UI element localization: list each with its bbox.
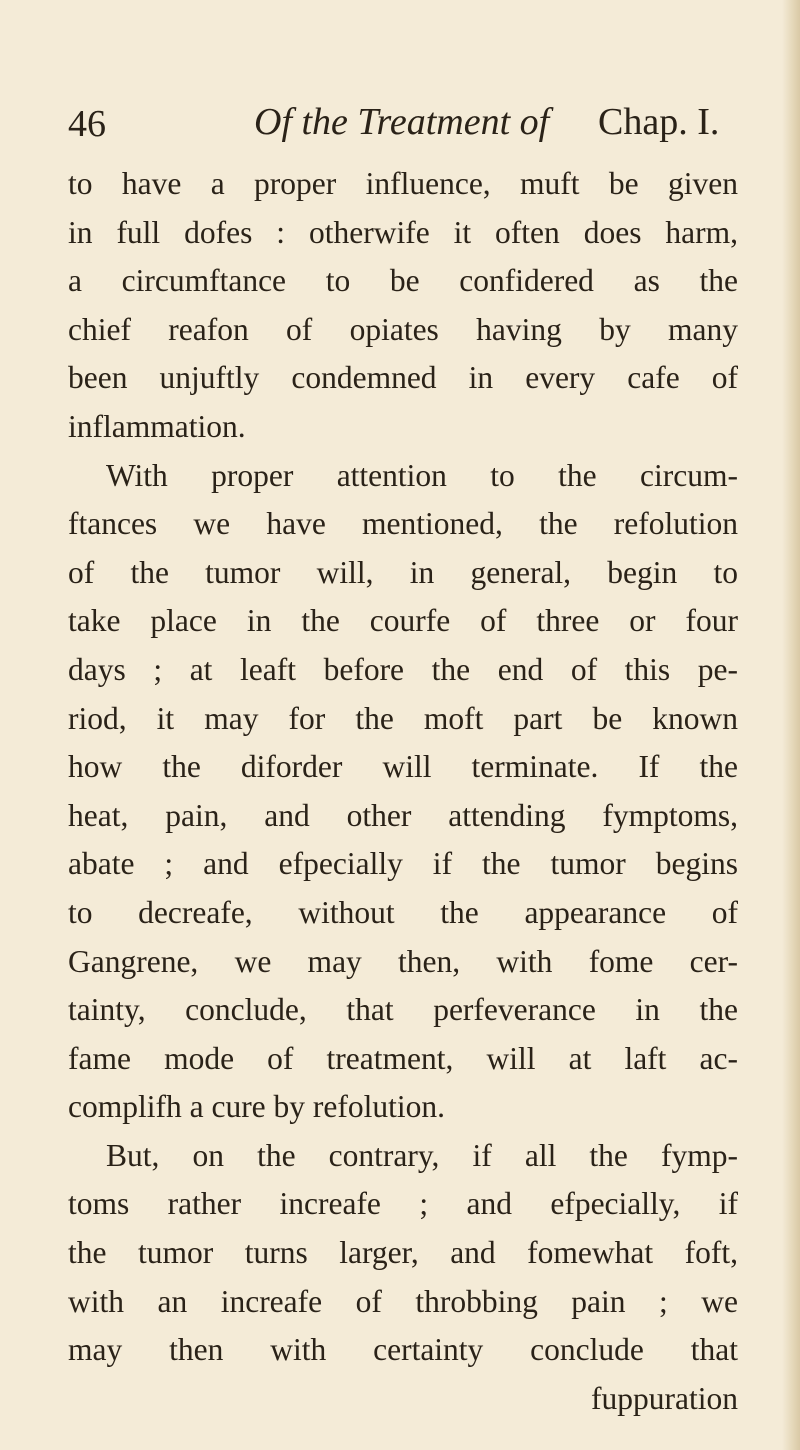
page-edge-shadow [782, 0, 800, 1450]
text-line: inflammation. [68, 408, 246, 444]
text-line: of the tumor will, in general, begin to [68, 554, 738, 590]
body-text [68, 160, 738, 1423]
text-line: complifh a cure by refolution. [68, 1089, 446, 1125]
text-line: abate ; and efpecially if the tumor begins [68, 846, 738, 882]
chapter-label: Chap. I. [598, 101, 720, 143]
catchword: fuppuration [591, 1380, 738, 1416]
text-line: with an increafe of throbbing pain ; we [68, 1283, 738, 1319]
text-line: riod, it may for the moft part be known [68, 700, 738, 736]
text-line: tainty, conclude, that perfeverance in the [68, 992, 738, 1028]
text-line: in full dofes : otherwife it often does harm, [68, 214, 738, 250]
text-line: fame mode of treatment, will at laft ac- [68, 1040, 738, 1076]
text-line: the tumor turns larger, and fomewhat foft, [68, 1235, 738, 1271]
text-line: may then with certainty conclude that [68, 1332, 738, 1368]
text-line: take place in the courfe of three or four [68, 603, 738, 639]
text-line: But, on the contrary, if all the fymp- [106, 1137, 738, 1173]
text-line: how the diforder will terminate. If the [68, 749, 738, 785]
running-head [68, 96, 728, 156]
text-line: been unjuftly condemned in every cafe of [68, 360, 738, 396]
page-number: 46 [68, 103, 106, 145]
text-line: to decreafe, without the appearance of [68, 894, 738, 930]
text-line: days ; at leaft before the end of this pe- [68, 651, 738, 687]
text-line: ftances we have mentioned, the refolution [68, 506, 738, 542]
text-line: Gangrene, we may then, with fome cer- [68, 943, 738, 979]
text-line: heat, pain, and other attending fymptoms, [68, 797, 738, 833]
text-line: With proper attention to the circum- [106, 457, 738, 493]
text-line: a circumftance to be confidered as the [68, 263, 738, 299]
text-line: to have a proper influence, muft be given [68, 166, 738, 201]
text-line: toms rather increafe ; and efpecially, if [68, 1186, 738, 1222]
text-line: chief reafon of opiates having by many [68, 311, 738, 347]
running-title: Of the Treatment of [254, 101, 550, 143]
